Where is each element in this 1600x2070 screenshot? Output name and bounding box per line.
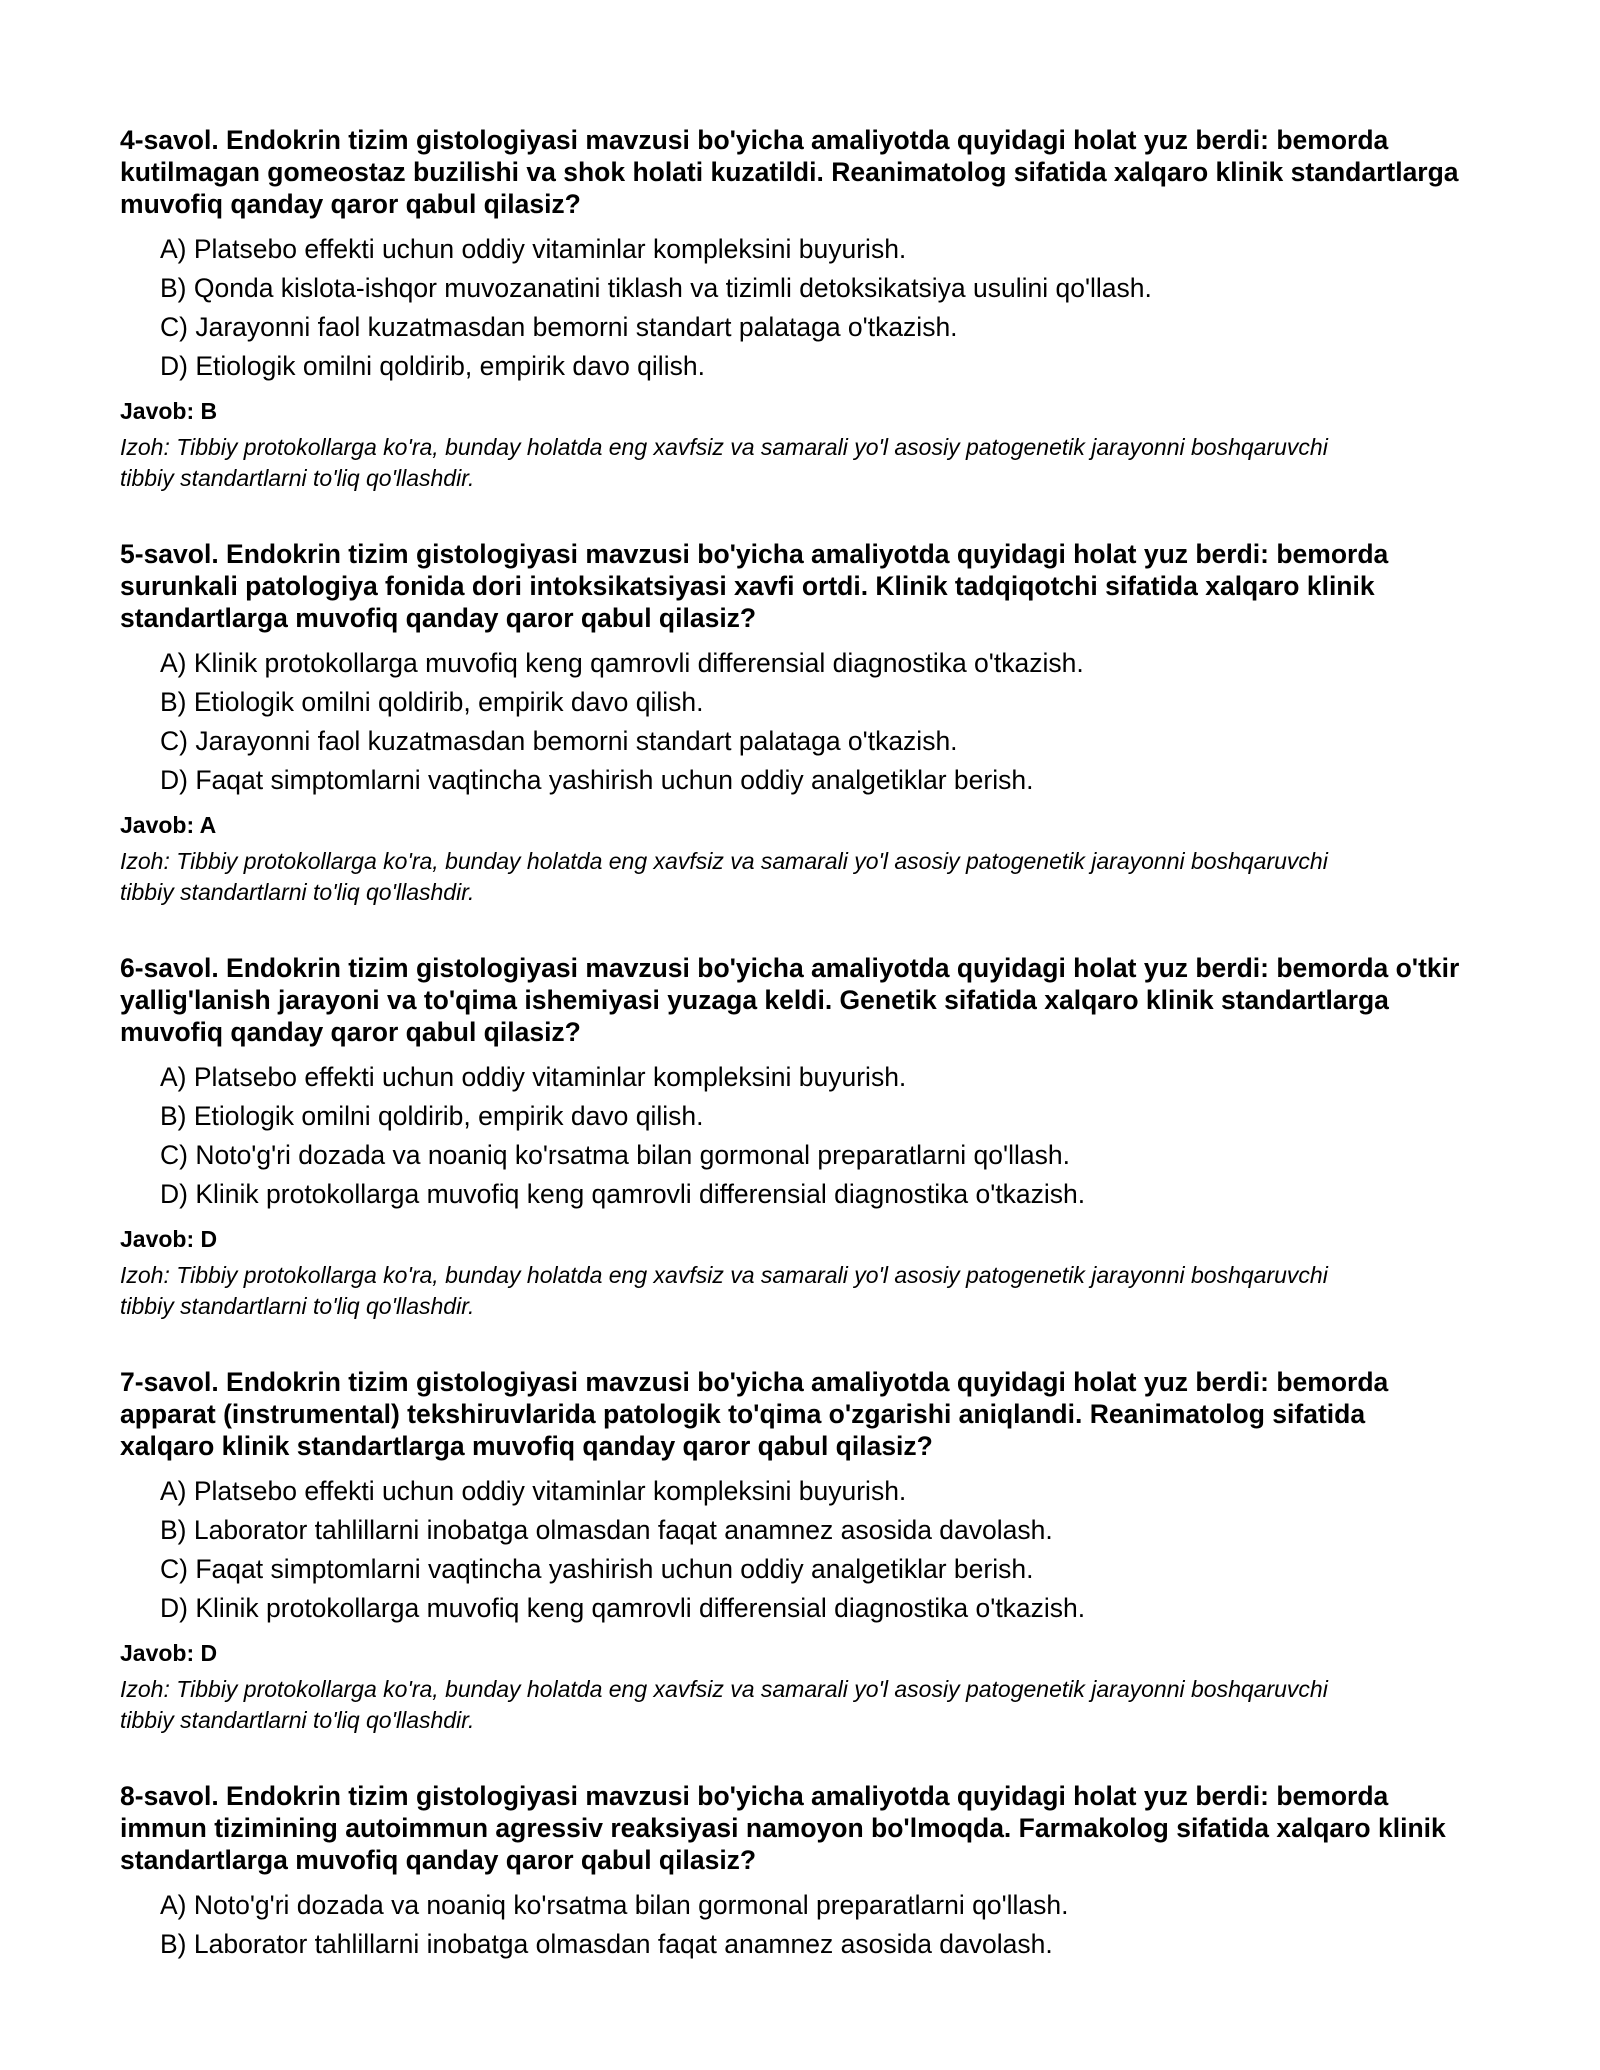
option-c: C) Noto'g'ri dozada va noaniq ko'rsatma bilan gormonal preparatlarni qo'llash. — [160, 1140, 1070, 1170]
answer-options — [120, 1058, 1460, 1214]
answer-line: Javob: B — [120, 398, 218, 424]
answer-line: Javob: D — [120, 1226, 218, 1252]
explanation-text: Izoh: Tibbiy protokollarga ko'ra, bunday holatda eng xavfsiz va samarali yo'l asosiy patogenetik jarayonni boshqaruvchi tibbiy standartlarni to'liq qo'llashdir. — [120, 1262, 1328, 1319]
option-c: C) Faqat simptomlarni vaqtincha yashirish uchun oddiy analgetiklar berish. — [160, 1554, 1034, 1584]
question-4 — [120, 124, 1460, 494]
question-text: 8-savol. Endokrin tizim gistologiyasi mavzusi bo'yicha amaliyotda quyidagi holat yuz berdi: bemorda immun tizimining autoimmun agressiv reaksiyasi namoyon bo'lmoqda. Farmakolog sifatida xalqaro klinik standartlarga muvofiq qanday qaror qabul qilasiz? — [120, 1781, 1446, 1875]
option-d: D) Klinik protokollarga muvofiq keng qamrovli differensial diagnostika o'tkazish. — [160, 1593, 1086, 1623]
answer-line: Javob: A — [120, 812, 217, 838]
option-a: A) Noto'g'ri dozada va noaniq ko'rsatma bilan gormonal preparatlarni qo'llash. — [160, 1890, 1069, 1920]
option-b: B) Etiologik omilni qoldirib, empirik davo qilish. — [160, 1101, 704, 1131]
question-6 — [120, 952, 1460, 1322]
question-7 — [120, 1366, 1460, 1736]
question-text: 7-savol. Endokrin tizim gistologiyasi mavzusi bo'yicha amaliyotda quyidagi holat yuz berdi: bemorda apparat (instrumental) tekshiruvlarida patologik to'qima o'zgarishi aniqlandi. Reanimatolog sifatida xalqaro klinik standartlarga muvofiq qanday qaror qabul qilasiz? — [120, 1367, 1389, 1461]
answer-options — [120, 644, 1460, 800]
option-b: B) Qonda kislota-ishqor muvozanatini tiklash va tizimli detoksikatsiya usulini qo'llash. — [160, 273, 1152, 303]
option-a: A) Platsebo effekti uchun oddiy vitaminlar kompleksini buyurish. — [160, 1062, 907, 1092]
option-b: B) Laborator tahlillarni inobatga olmasdan faqat anamnez asosida davolash. — [160, 1929, 1053, 1959]
answer-options — [120, 1886, 1460, 1964]
option-a: A) Platsebo effekti uchun oddiy vitaminlar kompleksini buyurish. — [160, 1476, 907, 1506]
option-a: A) Platsebo effekti uchun oddiy vitaminlar kompleksini buyurish. — [160, 234, 907, 264]
explanation-text: Izoh: Tibbiy protokollarga ko'ra, bunday holatda eng xavfsiz va samarali yo'l asosiy patogenetik jarayonni boshqaruvchi tibbiy standartlarni to'liq qo'llashdir. — [120, 1676, 1328, 1733]
option-d: D) Etiologik omilni qoldirib, empirik davo qilish. — [160, 351, 705, 381]
explanation-text: Izoh: Tibbiy protokollarga ko'ra, bunday holatda eng xavfsiz va samarali yo'l asosiy patogenetik jarayonni boshqaruvchi tibbiy standartlarni to'liq qo'llashdir. — [120, 434, 1328, 491]
option-b: B) Laborator tahlillarni inobatga olmasdan faqat anamnez asosida davolash. — [160, 1515, 1053, 1545]
option-d: D) Faqat simptomlarni vaqtincha yashirish uchun oddiy analgetiklar berish. — [160, 765, 1034, 795]
option-c: C) Jarayonni faol kuzatmasdan bemorni standart palataga o'tkazish. — [160, 726, 958, 756]
option-b: B) Etiologik omilni qoldirib, empirik davo qilish. — [160, 687, 704, 717]
answer-options — [120, 1472, 1460, 1628]
explanation-text: Izoh: Tibbiy protokollarga ko'ra, bunday holatda eng xavfsiz va samarali yo'l asosiy patogenetik jarayonni boshqaruvchi tibbiy standartlarni to'liq qo'llashdir. — [120, 848, 1328, 905]
option-d: D) Klinik protokollarga muvofiq keng qamrovli differensial diagnostika o'tkazish. — [160, 1179, 1086, 1209]
answer-options — [120, 230, 1460, 386]
option-a: A) Klinik protokollarga muvofiq keng qamrovli differensial diagnostika o'tkazish. — [160, 648, 1084, 678]
answer-line: Javob: D — [120, 1640, 218, 1666]
question-5 — [120, 538, 1460, 908]
question-8 — [120, 1780, 1460, 1964]
question-text: 6-savol. Endokrin tizim gistologiyasi mavzusi bo'yicha amaliyotda quyidagi holat yuz berdi: bemorda o'tkir yallig'lanish jarayoni va to'qima ishemiyasi yuzaga keldi. Genetik sifatida xalqaro klinik standartlarga muvofiq qanday qaror qabul qilasiz? — [120, 953, 1460, 1047]
question-text: 5-savol. Endokrin tizim gistologiyasi mavzusi bo'yicha amaliyotda quyidagi holat yuz berdi: bemorda surunkali patologiya fonida dori intoksikatsiyasi xavfi ortdi. Klinik tadqiqotchi sifatida xalqaro klinik standartlarga muvofiq qanday qaror qabul qilasiz? — [120, 539, 1389, 633]
option-c: C) Jarayonni faol kuzatmasdan bemorni standart palataga o'tkazish. — [160, 312, 958, 342]
question-text: 4-savol. Endokrin tizim gistologiyasi mavzusi bo'yicha amaliyotda quyidagi holat yuz berdi: bemorda kutilmagan gomeostaz buzilishi va shok holati kuzatildi. Reanimatolog sifatida xalqaro klinik standartlarga muvofiq qanday qaror qabul qilasiz? — [120, 125, 1459, 219]
